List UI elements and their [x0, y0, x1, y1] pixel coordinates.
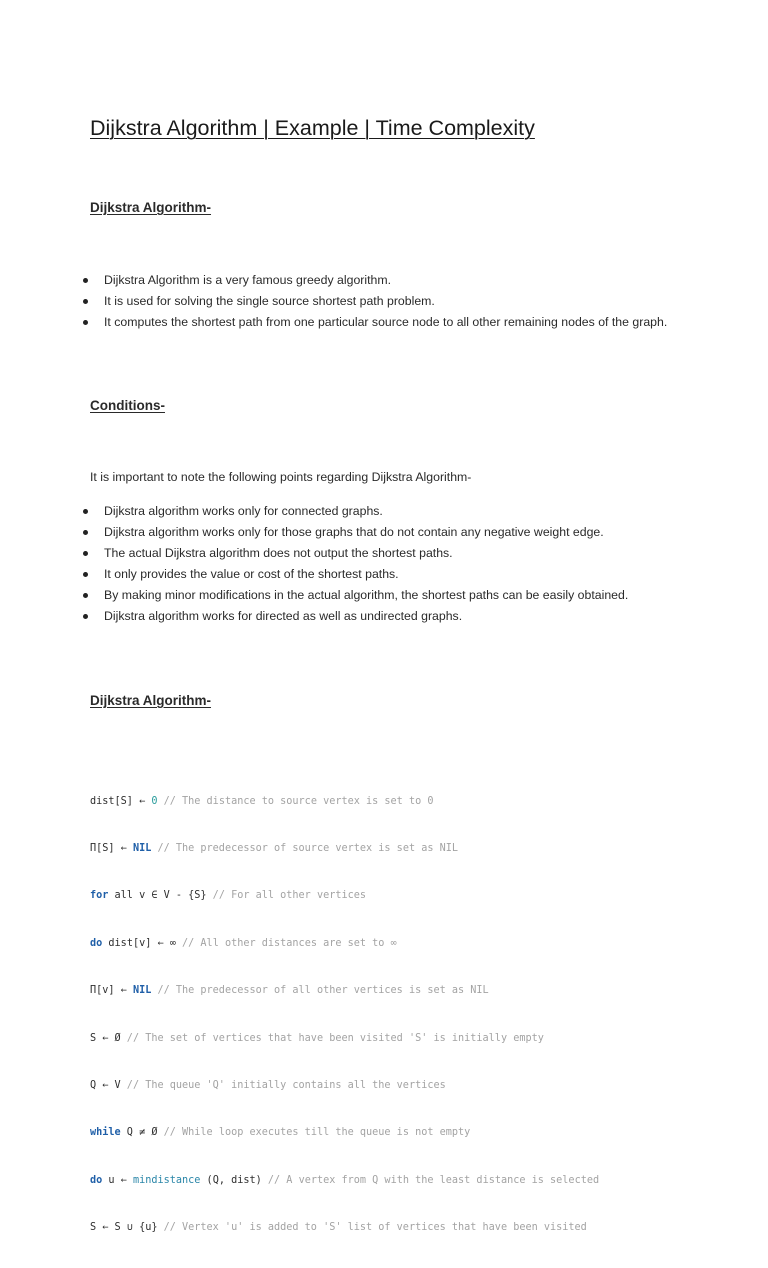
list-item: [0, 585, 768, 606]
code-line: Π[v] ← NIL // The predecessor of all other vertices is set as NIL: [90, 985, 489, 997]
bullet-icon: [83, 509, 88, 514]
list-item: [0, 501, 768, 522]
code-line: Π[S] ← NIL // The predecessor of source vertex is set as NIL: [90, 842, 459, 854]
bullet-icon: [83, 320, 88, 325]
list-item: [0, 543, 768, 564]
code-line: for all v ∈ V - {S} // For all other vertices: [90, 890, 367, 902]
code-line: Q ← V // The queue 'Q' initially contains all the vertices: [90, 1079, 446, 1091]
section-heading-dijkstra-algorithm: Dijkstra Algorithm-: [90, 200, 212, 215]
section-heading-dijkstra-pseudocode: Dijkstra Algorithm-: [90, 693, 212, 708]
list-item-text: It only provides the value or cost of the shortest paths.: [104, 567, 399, 581]
conditions-bullet-list: [0, 501, 768, 627]
code-line: S ← S ∪ {u} // Vertex 'u' is added to 'S' list of vertices that have been visited: [90, 1222, 587, 1234]
list-item: [0, 564, 768, 585]
bullet-icon: [83, 551, 88, 556]
code-line: do dist[v] ← ∞ // All other distances are set to ∞: [90, 937, 397, 949]
list-item: [0, 606, 768, 627]
list-item-text: By making minor modifications in the actual algorithm, the shortest paths can be easily obtained.: [104, 588, 629, 602]
bullet-icon: [83, 530, 88, 535]
list-item: [0, 312, 768, 333]
list-item-text: Dijkstra algorithm works for directed as well as undirected graphs.: [104, 609, 463, 623]
bullet-icon: [83, 593, 88, 598]
intro-bullet-list: [0, 270, 768, 333]
page-title: Dijkstra Algorithm | Example | Time Complexity: [90, 116, 535, 140]
bullet-icon: [83, 278, 88, 283]
bullet-icon: [83, 614, 88, 619]
code-line: while Q ≠ Ø // While loop executes till the queue is not empty: [90, 1127, 471, 1139]
list-item: [0, 291, 768, 312]
conditions-intro: It is important to note the following points regarding Dijkstra Algorithm-: [90, 470, 472, 484]
section-heading-conditions: Conditions-: [90, 398, 165, 413]
list-item-text: It computes the shortest path from one particular source node to all other remaining nodes of the graph.: [104, 315, 668, 329]
list-item: [0, 270, 768, 291]
list-item-text: The actual Dijkstra algorithm does not output the shortest paths.: [104, 546, 453, 560]
code-line: S ← Ø // The set of vertices that have been visited 'S' is initially empty: [90, 1032, 544, 1044]
code-line: do u ← mindistance (Q, dist) // A vertex from Q with the least distance is selected: [90, 1174, 600, 1186]
bullet-icon: [83, 299, 88, 304]
code-line: dist[S] ← 0 // The distance to source vertex is set to 0: [90, 795, 434, 807]
list-item-text: Dijkstra Algorithm is a very famous greedy algorithm.: [104, 273, 392, 287]
bullet-icon: [83, 572, 88, 577]
list-item-text: Dijkstra algorithm works only for those graphs that do not contain any negative weight edge.: [104, 525, 604, 539]
list-item: [0, 522, 768, 543]
pseudocode-block: [90, 762, 599, 1268]
list-item-text: It is used for solving the single source shortest path problem.: [104, 294, 435, 308]
list-item-text: Dijkstra algorithm works only for connected graphs.: [104, 504, 383, 518]
